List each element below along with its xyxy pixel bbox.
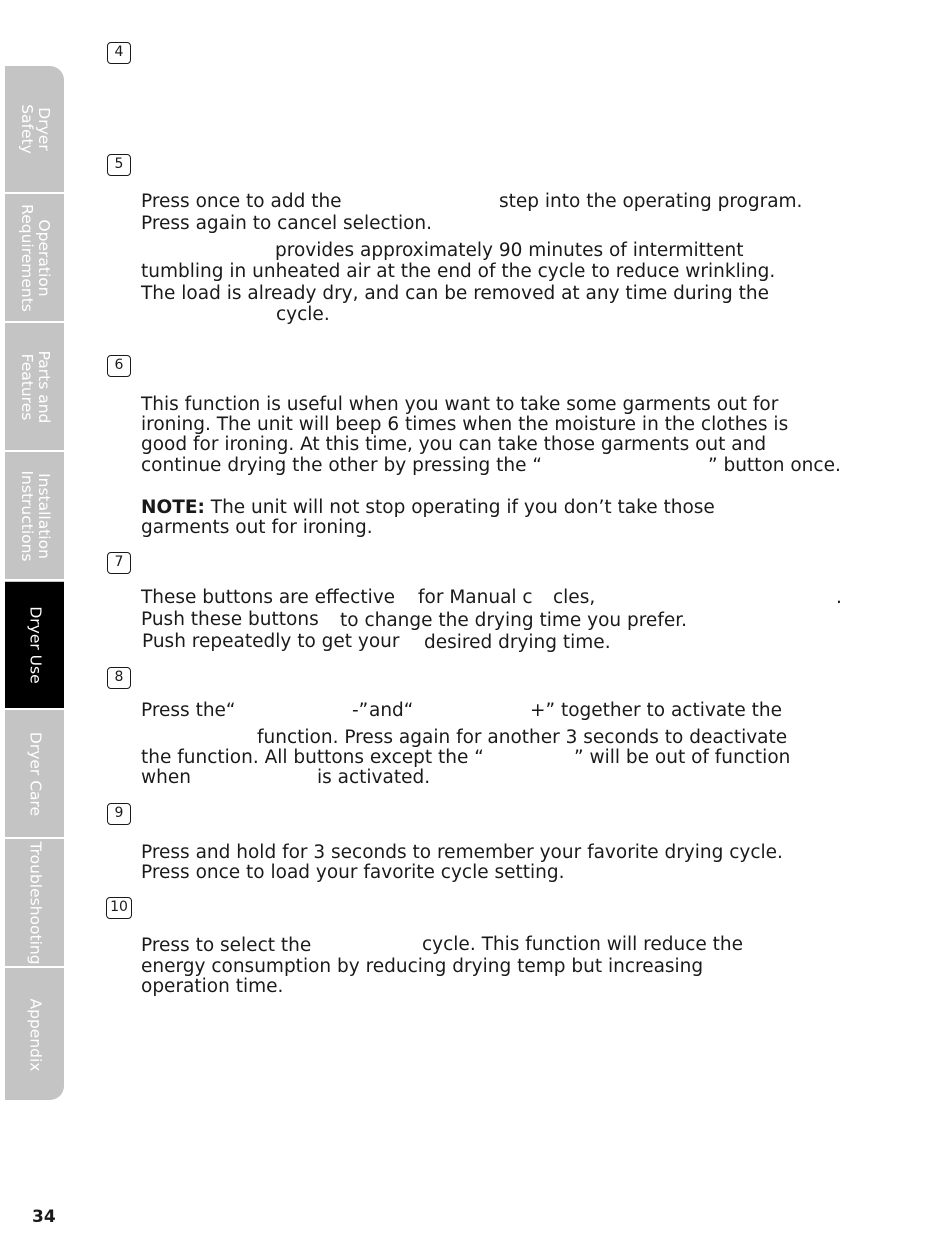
text-line: cles, [553,587,596,608]
text-line: cycle. This function will reduce the [422,934,743,955]
text-line: -” [352,700,369,721]
text-line: ” button once. [708,455,841,476]
tab-operation-requirements[interactable] [5,195,64,323]
tab-troubleshooting[interactable] [5,840,64,968]
text-line: Push these buttons [141,609,319,630]
tab-label: Dryer Use [26,606,44,684]
text-line: and“ [369,700,414,721]
text-line: Press and hold for 3 seconds to remember your favorite drying cycle. [141,842,783,863]
item-number-marker: 10 [106,897,132,919]
item-number-marker: 9 [107,803,131,825]
text-line: Press to select the [141,935,312,956]
text-line: Press again to cancel selection. [141,213,433,234]
text-line: operation time. [141,976,284,997]
text-line: desired drying time. [424,632,611,653]
tab-dryer-use[interactable] [5,582,64,710]
text-line: Press once to load your favorite cycle setting. [141,862,565,883]
text-line: when [141,767,191,788]
text-line: for Manual c [418,587,533,608]
note-line [141,497,715,518]
item-number-marker: 7 [107,552,131,574]
text-line: cycle. [276,304,330,325]
page-number: 34 [32,1207,56,1227]
tab-label: Dryer Safety [17,104,53,154]
item-number-marker: 6 [107,355,131,377]
note-label: NOTE: [141,497,205,518]
tab-appendix[interactable] [5,969,64,1100]
text-line: +” together to activate the [530,700,783,721]
text-line: function. Press again for another 3 seconds to deactivate [257,727,788,748]
text-line: These buttons are effective [141,587,396,608]
text-line: the function. All buttons except the “ [141,747,484,768]
text-line: This function is useful when you want to take some garments out for [141,394,779,415]
text-line: . [836,587,842,608]
item-number-marker: 8 [107,667,131,689]
text-line: Push repeatedly to get your [142,631,400,652]
tab-installation-instructions[interactable] [5,453,64,581]
item-number-marker: 4 [107,42,131,64]
item-number-marker: 5 [107,154,131,176]
text-line: ” will be out of function [574,747,791,768]
tab-dryer-care[interactable] [5,711,64,839]
text-line: is activated. [317,767,431,788]
tab-label: Operation Requirements [17,204,53,312]
section-tab-bar [5,66,64,1100]
text-line: provides approximately 90 minutes of intermittent [275,240,744,261]
text-line: to change the drying time you prefer. [340,610,688,631]
tab-label: Appendix [26,998,44,1071]
tab-dryer-safety[interactable] [5,66,64,194]
text-line: step into the operating program. [499,191,803,212]
tab-label: Parts and Features [17,350,53,424]
text-line: Press the“ [141,700,236,721]
text-line: good for ironing. At this time, you can take those garments out and [141,434,767,455]
text-line: ironing. The unit will beep 6 times when the moisture in the clothes is [141,414,789,435]
text-line: continue drying the other by pressing the “ [141,455,543,476]
text-line: Press once to add the [141,191,342,212]
text-line: garments out for ironing. [141,517,373,538]
note-text: The unit will not stop operating if you don’t take those [210,497,715,518]
text-line: energy consumption by reducing drying temp but increasing [141,956,704,977]
text-line: tumbling in unheated air at the end of the cycle to reduce wrinkling. [141,261,776,282]
tab-label: Dryer Care [26,731,44,817]
tab-label: Installation Instructions [17,470,53,562]
text-line: The load is already dry, and can be removed at any time during the [141,283,770,304]
tab-label: Troubleshooting [26,841,44,965]
tab-parts-and-features[interactable] [5,324,64,452]
